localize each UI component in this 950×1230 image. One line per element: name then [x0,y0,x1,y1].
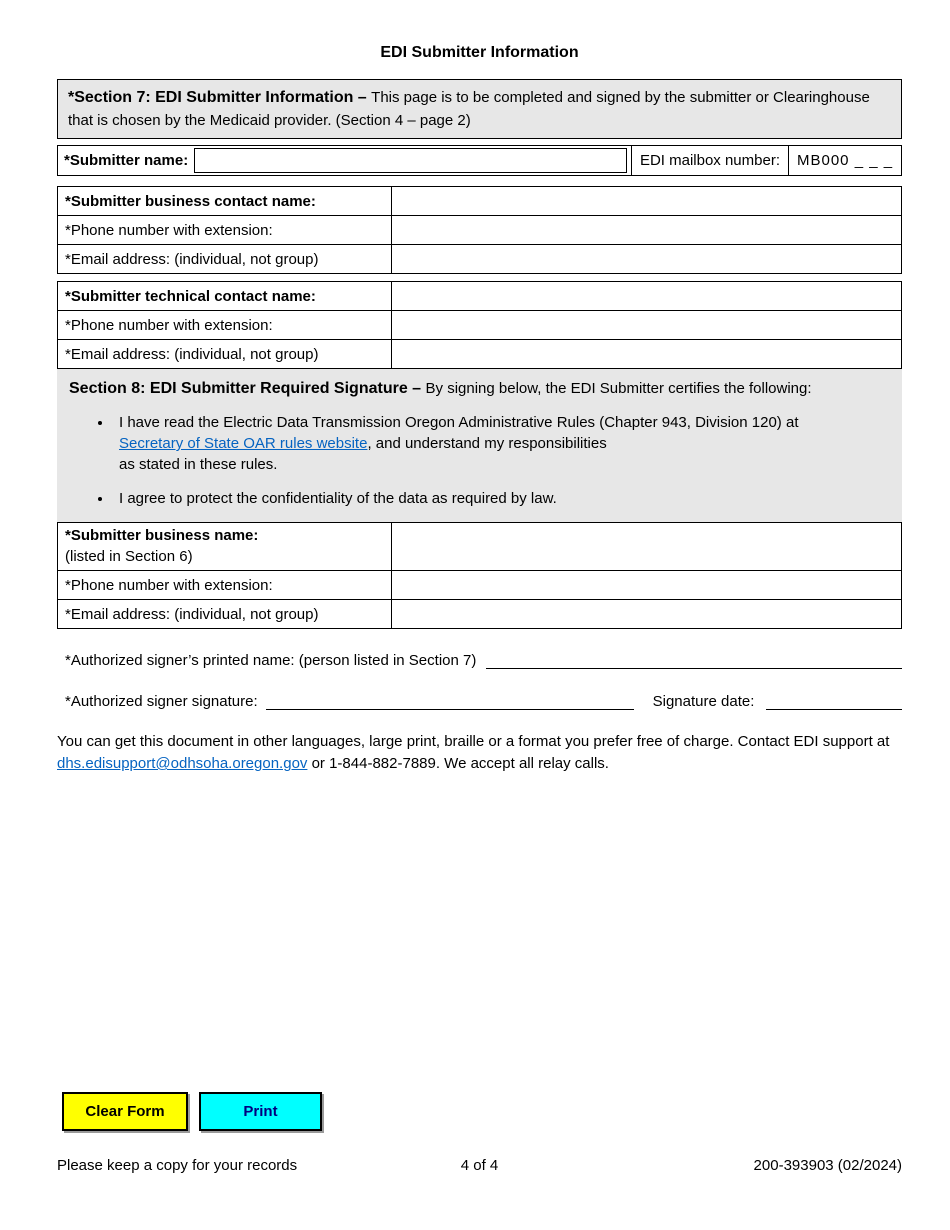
help-text-before: You can get this document in other languages, large print, braille or a format you prefer free of charge. Contact EDI support at [57,733,890,751]
section8-heading-text: By signing below, the EDI Submitter certifies the following: [425,380,812,398]
bullet-rules-line2: , and understand my responsibilities [367,435,607,453]
help-text-after: or 1-844-882-7889. We accept all relay calls. [307,755,609,773]
bullet-confidentiality-item: • I agree to protect the confidentiality of the data as required by law. [113,488,890,509]
edi-mailbox-label: EDI mailbox number: [631,146,788,175]
signature-line[interactable] [266,691,634,710]
form-number: 200-393903 (02/2024) [753,1157,903,1174]
table-row [58,522,902,570]
signature-row [57,691,902,710]
section7-heading-text: This page is to be completed and signed by the submitter or Clearinghouse that is chosen by the Medicaid provider. (Section 4 – page 2) [68,89,870,129]
submitter-name-cell [58,146,631,175]
help-paragraph [57,731,902,775]
bullet-rules-line1: I have read the Electric Data Transmission Oregon Administrative Rules (Chapter 943, Division 120) at [119,413,799,431]
technical-contact-name-label: *Submitter technical contact name: [58,282,392,311]
printed-name-row [57,650,902,669]
section8-box [57,369,902,522]
technical-contact-email-input[interactable] [392,340,902,369]
submitter-name-row [57,145,902,176]
business-contact-email-label: *Email address: (individual, not group) [58,245,392,274]
form-buttons [62,1092,322,1131]
business-contact-table [57,186,902,274]
edi-support-email-link[interactable]: dhs.edisupport@odhsoha.oregon.gov [57,755,308,773]
business-name-table [57,522,902,629]
section7-header [57,79,902,139]
business-phone-label: *Phone number with extension: [58,571,392,600]
section8-heading-bold: Section 8: EDI Submitter Required Signature – [69,380,426,398]
submitter-name-label: *Submitter name: [64,152,189,170]
technical-contact-phone-label: *Phone number with extension: [58,311,392,340]
page-title: EDI Submitter Information [380,44,579,61]
business-phone-input[interactable] [392,571,902,600]
signature-date-label: Signature date: [652,693,755,711]
table-row [58,311,902,340]
footer-note: Please keep a copy for your records [57,1157,298,1174]
business-contact-phone-input[interactable] [392,216,902,245]
technical-contact-table [57,281,902,369]
bullet-rules-item [113,412,890,476]
table-row [58,571,902,600]
printed-name-line[interactable] [486,650,902,669]
table-row [58,216,902,245]
section8-heading [69,378,890,401]
signature-date-line[interactable] [766,691,902,710]
business-contact-email-input[interactable] [392,245,902,274]
section7-heading-bold: *Section 7: EDI Submitter Information – [68,89,372,106]
page-footer [57,1157,902,1174]
clear-form-button[interactable]: Clear Form [62,1092,188,1131]
table-row [58,600,902,629]
table-row [58,282,902,311]
oar-rules-link[interactable]: Secretary of State OAR rules website [119,435,368,453]
certification-bullet-list [69,412,890,509]
business-contact-phone-label: *Phone number with extension: [58,216,392,245]
technical-contact-name-input[interactable] [392,282,902,311]
edi-mailbox-field[interactable]: MB000 _ _ _ [788,146,901,175]
submitter-business-name-input[interactable] [392,522,902,570]
technical-contact-phone-input[interactable] [392,311,902,340]
table-row [58,340,902,369]
business-contact-name-input[interactable] [392,187,902,216]
bullet-rules-line3: as stated in these rules. [119,456,278,474]
printed-name-label: *Authorized signer’s printed name: (person listed in Section 7) [65,652,477,670]
signature-label: *Authorized signer signature: [65,693,258,711]
page-number: 4 of 4 [460,1157,499,1174]
submitter-business-name-label: *Submitter business name: [65,526,259,544]
submitter-business-name-label-cell [58,522,392,570]
technical-contact-email-label: *Email address: (individual, not group) [58,340,392,369]
business-email-label: *Email address: (individual, not group) [58,600,392,629]
business-contact-name-label: *Submitter business contact name: [58,187,392,216]
print-button[interactable]: Print [199,1092,322,1131]
submitter-name-input[interactable] [194,148,627,173]
business-email-input[interactable] [392,600,902,629]
table-row [58,245,902,274]
table-row [58,187,902,216]
business-name-sublabel: (listed in Section 6) [65,547,193,565]
